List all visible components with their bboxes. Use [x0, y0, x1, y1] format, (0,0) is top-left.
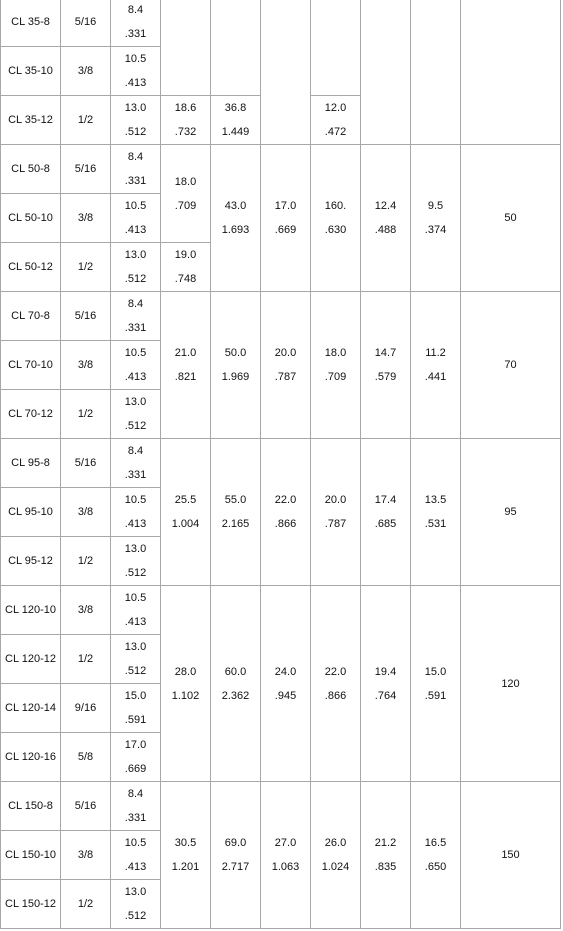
- inch-value: .866: [324, 689, 347, 702]
- mm-value: 10.5: [124, 53, 147, 65]
- dimension-cell: [161, 145, 211, 243]
- hole-diameter-cell: [111, 390, 161, 439]
- dimension-cell: [261, 439, 311, 586]
- inch-value: .669: [274, 224, 297, 236]
- hole-diameter-cell: [111, 194, 161, 243]
- mm-value: 17.4: [374, 494, 397, 506]
- bolt-size-cell: 3/8: [61, 586, 111, 635]
- mm-value: 30.5: [174, 837, 197, 849]
- bolt-size-cell: 1/2: [61, 96, 111, 145]
- mm-value: 11.2: [425, 347, 446, 359]
- mm-value: 13.0: [124, 102, 147, 114]
- dimension-cell: [361, 782, 411, 929]
- inch-value: 1.969: [221, 371, 250, 383]
- inch-value: 1.004: [171, 518, 200, 530]
- empty-cell: [161, 0, 211, 96]
- bolt-size-cell: 3/8: [61, 831, 111, 880]
- hole-diameter-cell: [111, 292, 161, 341]
- dimension-cell: [361, 292, 411, 439]
- inch-value: .764: [374, 689, 397, 702]
- table-row: [1, 782, 561, 831]
- mm-value: 26.0: [324, 837, 347, 849]
- mm-value: 60.0: [224, 665, 247, 678]
- table-row: [1, 292, 561, 341]
- inch-value: 2.717: [221, 861, 250, 873]
- dimension-cell: [161, 243, 211, 292]
- mm-value: 15.0: [124, 690, 147, 702]
- dimension-cell: [261, 292, 311, 439]
- inch-value: .512: [124, 910, 147, 922]
- model-cell: CL 50-12: [1, 243, 61, 292]
- dimension-cell: [361, 145, 411, 292]
- inch-value: .709: [324, 371, 347, 383]
- inch-value: .531: [424, 518, 447, 530]
- mm-value: 17.0: [124, 739, 147, 751]
- empty-cell: [411, 0, 461, 145]
- hole-diameter-cell: [111, 47, 161, 96]
- size-cell: 70: [461, 292, 561, 439]
- inch-value: 2.165: [221, 518, 250, 530]
- inch-value: .413: [124, 371, 147, 383]
- dimension-cell: [161, 782, 211, 929]
- bolt-size-cell: 5/8: [61, 733, 111, 782]
- hole-diameter-cell: [111, 341, 161, 390]
- bolt-size-cell: 5/16: [61, 0, 111, 47]
- inch-value: .331: [124, 469, 147, 481]
- bolt-size-cell: 1/2: [61, 880, 111, 929]
- dimension-cell: [211, 586, 261, 782]
- inch-value: 1.201: [171, 861, 200, 873]
- mm-value: 22.0: [324, 665, 347, 678]
- mm-value: 13.0: [124, 249, 147, 261]
- bolt-size-cell: 5/16: [61, 292, 111, 341]
- dimension-cell: [311, 439, 361, 586]
- bolt-size-cell: 5/16: [61, 782, 111, 831]
- bolt-size-cell: 3/8: [61, 194, 111, 243]
- dimension-cell: [411, 145, 461, 292]
- dimension-cell: [211, 292, 261, 439]
- dimension-cell: [161, 96, 211, 145]
- bolt-size-cell: 1/2: [61, 390, 111, 439]
- dimension-cell: [361, 586, 411, 782]
- mm-value: 43.0: [224, 200, 247, 212]
- mm-value: 19.4: [374, 665, 397, 678]
- model-cell: CL 70-8: [1, 292, 61, 341]
- dimension-cell: [161, 292, 211, 439]
- mm-value: 19.0: [174, 249, 197, 261]
- mm-value: 24.0: [274, 665, 297, 678]
- hole-diameter-cell: [111, 733, 161, 782]
- table-row: [1, 0, 561, 47]
- mm-value: 27.0: [274, 837, 297, 849]
- dimension-cell: [311, 145, 361, 292]
- hole-diameter-cell: [111, 0, 161, 47]
- dimension-cell: [261, 586, 311, 782]
- inch-value: .579: [374, 371, 397, 383]
- hole-diameter-cell: [111, 782, 161, 831]
- bolt-size-cell: 3/8: [61, 341, 111, 390]
- model-cell: CL 120-14: [1, 684, 61, 733]
- mm-value: 15.0: [424, 665, 447, 678]
- model-cell: CL 70-10: [1, 341, 61, 390]
- mm-value: 10.5: [124, 494, 147, 506]
- model-cell: CL 120-10: [1, 586, 61, 635]
- hole-diameter-cell: [111, 880, 161, 929]
- mm-value: 13.0: [124, 641, 147, 653]
- dimension-cell: [411, 586, 461, 782]
- inch-value: .866: [274, 518, 297, 530]
- hole-diameter-cell: [111, 488, 161, 537]
- inch-value: .512: [124, 273, 147, 285]
- mm-value: 9.5: [427, 200, 444, 212]
- inch-value: .413: [124, 616, 147, 628]
- mm-value: 18.6: [174, 102, 197, 114]
- empty-cell: [461, 0, 561, 145]
- inch-value: 1.024: [321, 861, 350, 873]
- inch-value: .669: [124, 763, 147, 775]
- hole-diameter-cell: [111, 684, 161, 733]
- mm-value: 12.0: [324, 102, 347, 114]
- bolt-size-cell: 1/2: [61, 537, 111, 586]
- mm-value: 55.0: [224, 494, 247, 506]
- hole-diameter-cell: [111, 831, 161, 880]
- model-cell: CL 150-12: [1, 880, 61, 929]
- inch-value: .591: [124, 714, 147, 726]
- dimension-cell: [311, 782, 361, 929]
- dimension-cell: [311, 586, 361, 782]
- model-cell: CL 50-8: [1, 145, 61, 194]
- mm-value: 22.0: [274, 494, 297, 506]
- mm-value: 10.5: [124, 347, 147, 359]
- bolt-size-cell: 9/16: [61, 684, 111, 733]
- inch-value: .512: [124, 567, 147, 579]
- inch-value: .709: [174, 199, 197, 212]
- hole-diameter-cell: [111, 145, 161, 194]
- inch-value: .374: [424, 224, 447, 236]
- inch-value: .488: [374, 224, 397, 236]
- mm-value: 10.5: [124, 200, 147, 212]
- mm-value: 13.0: [124, 543, 147, 555]
- inch-value: .835: [374, 861, 397, 873]
- bolt-size-cell: 5/16: [61, 439, 111, 488]
- bolt-size-cell: 1/2: [61, 635, 111, 684]
- table-row: [1, 145, 561, 194]
- mm-value: 13.5: [424, 494, 447, 506]
- inch-value: .630: [324, 224, 347, 236]
- mm-value: 10.5: [124, 592, 147, 604]
- mm-value: 21.0: [174, 347, 197, 359]
- mm-value: 18.0: [324, 347, 347, 359]
- inch-value: .591: [424, 689, 447, 702]
- inch-value: .787: [274, 371, 297, 383]
- inch-value: .413: [124, 518, 147, 530]
- inch-value: .472: [324, 126, 347, 138]
- mm-value: 28.0: [174, 665, 197, 678]
- model-cell: CL 120-12: [1, 635, 61, 684]
- dimension-cell: [211, 96, 261, 145]
- inch-value: .787: [324, 518, 347, 530]
- dimension-cell: [411, 782, 461, 929]
- dimension-cell: [211, 782, 261, 929]
- mm-value: 8.4: [127, 298, 144, 310]
- mm-value: 17.0: [274, 200, 297, 212]
- mm-value: 8.4: [127, 151, 144, 163]
- mm-value: 21.2: [374, 837, 397, 849]
- inch-value: 2.362: [221, 689, 250, 702]
- inch-value: .413: [124, 861, 147, 873]
- dimension-cell: [211, 439, 261, 586]
- model-cell: CL 150-8: [1, 782, 61, 831]
- inch-value: .821: [174, 371, 197, 383]
- inch-value: 1.693: [221, 224, 250, 236]
- inch-value: .650: [424, 861, 447, 873]
- inch-value: .685: [374, 518, 397, 530]
- dimension-cell: [361, 439, 411, 586]
- inch-value: .331: [124, 175, 147, 187]
- mm-value: 20.0: [324, 494, 347, 506]
- mm-value: 13.0: [124, 396, 147, 408]
- mm-value: 69.0: [224, 837, 247, 849]
- mm-value: 8.4: [127, 788, 144, 800]
- model-cell: CL 95-10: [1, 488, 61, 537]
- mm-value: 8.4: [127, 445, 144, 457]
- bolt-size-cell: 5/16: [61, 145, 111, 194]
- inch-value: .512: [124, 126, 147, 138]
- hole-diameter-cell: [111, 439, 161, 488]
- dimension-cell: [211, 145, 261, 292]
- inch-value: .331: [124, 322, 147, 334]
- model-cell: CL 50-10: [1, 194, 61, 243]
- mm-value: 20.0: [274, 347, 297, 359]
- dimension-cell: [261, 782, 311, 929]
- inch-value: .331: [124, 28, 147, 40]
- inch-value: 1.102: [171, 689, 200, 702]
- dimension-cell: [411, 292, 461, 439]
- size-cell: 50: [461, 145, 561, 292]
- dimension-cell: [161, 586, 211, 782]
- inch-value: .732: [174, 126, 197, 138]
- hole-diameter-cell: [111, 635, 161, 684]
- mm-value: 12.4: [374, 200, 397, 212]
- mm-value: 16.5: [424, 837, 447, 849]
- model-cell: CL 35-10: [1, 47, 61, 96]
- model-cell: CL 35-12: [1, 96, 61, 145]
- mm-value: 36.8: [224, 102, 247, 114]
- hole-diameter-cell: [111, 243, 161, 292]
- mm-value: 25.5: [174, 494, 197, 506]
- inch-value: .748: [174, 273, 197, 285]
- model-cell: CL 95-12: [1, 537, 61, 586]
- hole-diameter-cell: [111, 586, 161, 635]
- inch-value: .413: [124, 77, 147, 89]
- inch-value: .413: [124, 224, 147, 236]
- empty-cell: [211, 0, 261, 96]
- model-cell: CL 70-12: [1, 390, 61, 439]
- mm-value: 8.4: [127, 4, 144, 16]
- dimension-cell: [261, 145, 311, 292]
- hole-diameter-cell: [111, 537, 161, 586]
- mm-value: 50.0: [224, 347, 247, 359]
- mm-value: 160.: [324, 200, 347, 212]
- dimension-cell: [161, 439, 211, 586]
- hole-diameter-cell: [111, 96, 161, 145]
- bolt-size-cell: 3/8: [61, 488, 111, 537]
- size-cell: 120: [461, 586, 561, 782]
- inch-value: 1.063: [271, 861, 300, 873]
- inch-value: .512: [124, 420, 147, 432]
- size-cell: 95: [461, 439, 561, 586]
- table-row: [1, 586, 561, 635]
- model-cell: CL 95-8: [1, 439, 61, 488]
- model-cell: CL 35-8: [1, 0, 61, 47]
- inch-value: .945: [274, 689, 297, 702]
- mm-value: 13.0: [124, 886, 147, 898]
- inch-value: .331: [124, 812, 147, 824]
- inch-value: .441: [424, 371, 447, 383]
- size-cell: 150: [461, 782, 561, 929]
- model-cell: CL 150-10: [1, 831, 61, 880]
- dimension-cell: [411, 439, 461, 586]
- bolt-size-cell: 1/2: [61, 243, 111, 292]
- dimension-cell: [311, 96, 361, 145]
- bolt-size-cell: 3/8: [61, 47, 111, 96]
- table-row: [1, 439, 561, 488]
- inch-value: .512: [124, 665, 147, 677]
- empty-cell: [361, 0, 411, 145]
- empty-cell: [261, 0, 311, 145]
- empty-cell: [311, 0, 361, 96]
- model-cell: CL 120-16: [1, 733, 61, 782]
- dimension-cell: [311, 292, 361, 439]
- mm-value: 18.0: [174, 175, 197, 188]
- mm-value: 14.7: [374, 347, 397, 359]
- inch-value: 1.449: [221, 126, 250, 138]
- mm-value: 10.5: [124, 837, 147, 849]
